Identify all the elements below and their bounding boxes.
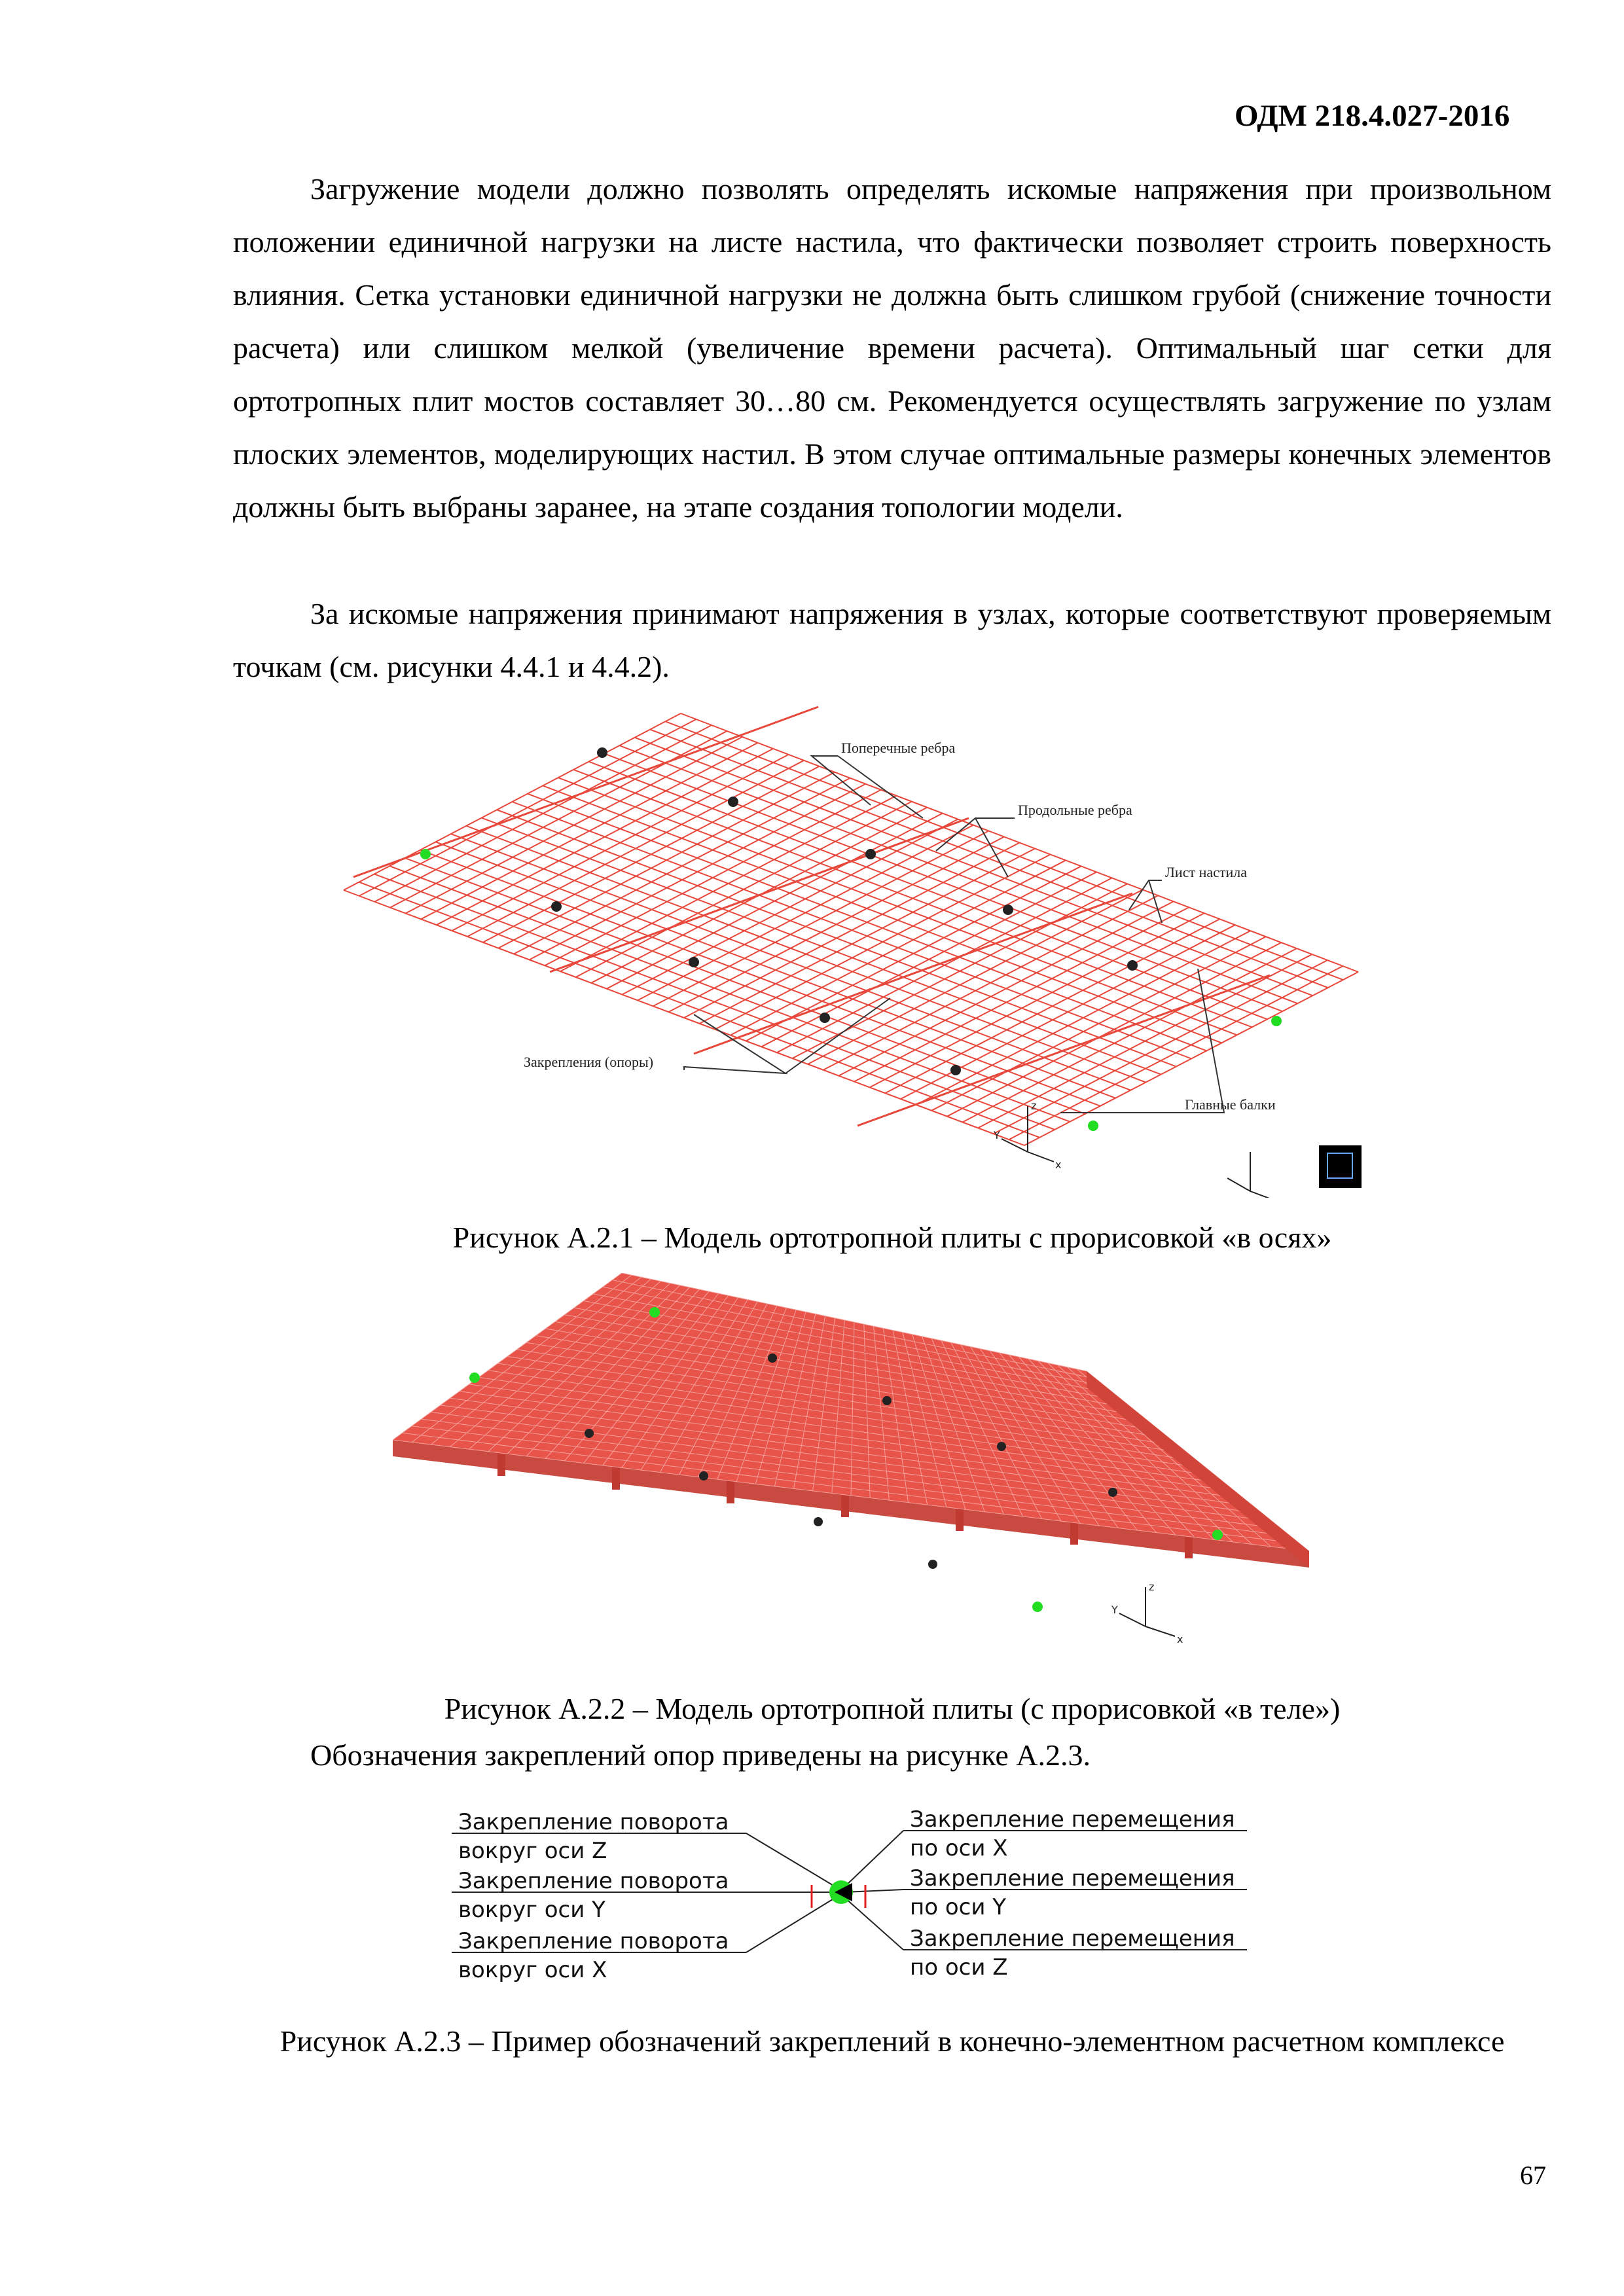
supports-note: Обозначения закреплений опор приведены на рисунке А.2.3. bbox=[310, 1738, 1091, 1772]
support-marker bbox=[597, 747, 607, 758]
support-marker bbox=[1088, 1121, 1098, 1131]
axis-y-label: Y bbox=[994, 1129, 1000, 1141]
leader-line bbox=[838, 756, 923, 818]
leader-line bbox=[1149, 880, 1162, 923]
leader-line bbox=[975, 818, 1008, 877]
mesh-line bbox=[405, 858, 1085, 1114]
figure-3-caption: Рисунок А.2.3 – Пример обозначений закреплений в конечно-элементном расчетном комплексе bbox=[280, 2024, 1505, 2058]
mesh-line bbox=[681, 713, 1358, 972]
connector bbox=[844, 1897, 903, 1950]
leader-line bbox=[936, 818, 1015, 851]
label-transverse-ribs: Поперечные ребра bbox=[841, 740, 956, 756]
support-marker bbox=[814, 1517, 823, 1526]
support-marker bbox=[728, 797, 738, 807]
axis-x-label: x bbox=[1177, 1633, 1183, 1645]
support-marker bbox=[1127, 960, 1138, 971]
legend-left-1-line1: Закрепление поворота bbox=[458, 1810, 729, 1835]
girder-web bbox=[612, 1467, 620, 1490]
girder-web bbox=[956, 1508, 964, 1531]
document-code: ОДМ 218.4.027-2016 bbox=[1235, 99, 1510, 133]
axis-z-label: z bbox=[1149, 1581, 1155, 1593]
support-marker bbox=[1003, 905, 1013, 915]
mesh-line bbox=[589, 762, 1267, 1020]
label-main-beams: Главные балки bbox=[1185, 1096, 1276, 1113]
deck-mesh bbox=[344, 713, 1358, 1145]
connector bbox=[746, 1833, 838, 1888]
figure-2-caption: Рисунок А.2.2 – Модель ортотропной плиты (с прорисовкой «в теле») bbox=[444, 1692, 1341, 1725]
axis-line bbox=[1146, 1626, 1175, 1636]
mesh-line bbox=[497, 810, 1176, 1066]
legend-left-2-line2: вокруг оси Y bbox=[458, 1897, 605, 1923]
mesh-line bbox=[420, 850, 1100, 1106]
connector bbox=[844, 1831, 903, 1887]
mesh-line bbox=[558, 778, 1237, 1035]
figure-1-caption: Рисунок А.2.1 – Модель ортотропной плиты с прорисовкой «в осях» bbox=[452, 1221, 1332, 1254]
support-marker bbox=[820, 1013, 830, 1023]
support-marker bbox=[1271, 1016, 1282, 1026]
legend-left-3-line1: Закрепление поворота bbox=[458, 1928, 729, 1954]
label-longitudinal-ribs: Продольные ребра bbox=[1018, 802, 1132, 818]
figure-solid-model bbox=[380, 1273, 1322, 1666]
legend-right-2-line1: Закрепление перемещения bbox=[910, 1865, 1235, 1892]
axis-x-label: x bbox=[1055, 1158, 1062, 1171]
legend-right-1-line1: Закрепление перемещения bbox=[910, 1810, 1235, 1833]
support-marker bbox=[1212, 1530, 1223, 1540]
support-marker bbox=[469, 1372, 480, 1383]
girder-web bbox=[841, 1494, 849, 1517]
axis-line bbox=[1028, 1152, 1054, 1162]
support-marker bbox=[1032, 1602, 1043, 1612]
support-marker bbox=[649, 1307, 660, 1318]
label-deck-sheet: Лист настила bbox=[1165, 864, 1248, 880]
support-marker bbox=[950, 1065, 961, 1075]
support-marker bbox=[928, 1560, 937, 1569]
girder-web bbox=[1185, 1535, 1193, 1558]
mesh-line bbox=[528, 794, 1206, 1051]
support-marker bbox=[997, 1442, 1006, 1451]
legend-right-3-line2: по оси Z bbox=[910, 1954, 1008, 1981]
support-marker bbox=[551, 901, 562, 912]
legend-right-1-line2: по оси X bbox=[910, 1835, 1008, 1861]
paragraph-1: Загружение модели должно позволять определять искомые напряжения при произвольном положении единичной нагрузки на листе настила, что фактически позволяет строить поверхность влияния. Сетка установки единичной нагрузки не должна быть слишком грубой (снижение точности расчета) или слишком мелкой (увеличение времени расчета). Оптимальный шаг сетки для ортотропных плит мостов составляет 30…80 см. Рекомендуется осуществлять загружение по узлам плоских элементов, моделирующих настил. В этом случае оптимальные размеры конечных элементов должны быть выбраны заранее, на этапе создания топологии модели. bbox=[233, 172, 1551, 524]
girder-web bbox=[1070, 1522, 1078, 1545]
label-supports: Закрепления (опоры) bbox=[524, 1054, 654, 1070]
connector bbox=[746, 1896, 838, 1952]
axis-triad bbox=[1119, 1587, 1175, 1636]
support-marker bbox=[768, 1354, 777, 1363]
legend-right-2-line2: по оси Y bbox=[910, 1894, 1007, 1920]
connector bbox=[844, 1890, 903, 1892]
axis-line bbox=[1119, 1613, 1146, 1626]
support-marker bbox=[1108, 1488, 1117, 1497]
figure-support-legend bbox=[452, 1810, 1257, 2003]
paragraph-2: За искомые напряжения принимают напряжения в узлах, которые соответствуют проверяемым точкам (см. рисунки 4.4.1 и 4.4.2). bbox=[233, 597, 1551, 683]
axis-line bbox=[1250, 1191, 1276, 1198]
mesh-line bbox=[466, 826, 1146, 1083]
support-marker bbox=[420, 849, 431, 859]
mesh-line bbox=[573, 770, 1252, 1027]
axis-line bbox=[1227, 1178, 1250, 1191]
legend-right-3-line1: Закрепление перемещения bbox=[910, 1926, 1235, 1952]
support-marker bbox=[585, 1429, 594, 1438]
girder-web bbox=[497, 1453, 505, 1476]
view-cube-icon bbox=[1319, 1145, 1362, 1188]
mesh-line bbox=[513, 802, 1192, 1059]
girder-web bbox=[727, 1480, 734, 1503]
axis-triad-2 bbox=[1227, 1152, 1276, 1198]
mesh-line bbox=[650, 730, 1327, 988]
axis-z-label: z bbox=[1031, 1100, 1037, 1112]
mesh-line bbox=[604, 753, 1282, 1011]
support-marker bbox=[689, 957, 699, 967]
legend-left-3-line2: вокруг оси X bbox=[458, 1957, 607, 1983]
support-marker bbox=[699, 1471, 708, 1480]
mesh-line bbox=[482, 818, 1161, 1075]
figure-wireframe-model bbox=[327, 687, 1375, 1198]
support-marker bbox=[865, 849, 876, 859]
axis-y-label: Y bbox=[1111, 1604, 1118, 1616]
page-number: 67 bbox=[1520, 2161, 1546, 2190]
legend-left-1-line2: вокруг оси Z bbox=[458, 1838, 607, 1864]
mesh-line bbox=[389, 866, 1070, 1122]
rib-line bbox=[694, 893, 1132, 1054]
support-marker bbox=[882, 1396, 892, 1405]
legend-left-2-line1: Закрепление поворота bbox=[458, 1868, 729, 1894]
